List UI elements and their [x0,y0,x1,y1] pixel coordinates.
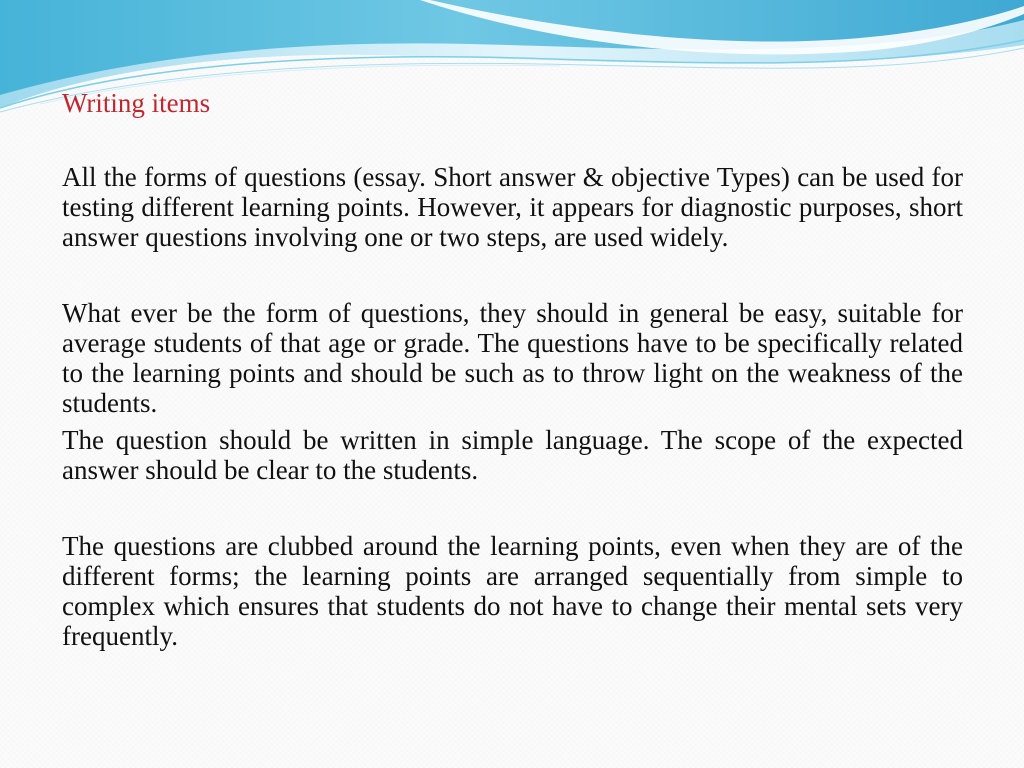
slide-title: Writing items [62,88,211,118]
paragraph-question-forms: All the forms of questions (essay. Short answer & objective Types) can be used for testing different learning points. However, it appears for diagnostic purposes, short answer questions involving one or two steps, are used widely. [62,162,963,252]
paragraph-learning-points: The questions are clubbed around the learning points, even when they are of the different forms; the learning points are arranged sequentially from simple to complex which ensures that students do not have to change their mental sets very frequently. [62,531,963,651]
slide-body [62,162,963,651]
paragraph-question-suitability: What ever be the form of questions, they should in general be easy, suitable for average students of that age or grade. The questions have to be specifically related to the learning points and should be such as to throw light on the weakness of the students. [62,298,963,418]
paragraph-simple-language: The question should be written in simple language. The scope of the expected answer should be clear to the students. [62,425,963,485]
